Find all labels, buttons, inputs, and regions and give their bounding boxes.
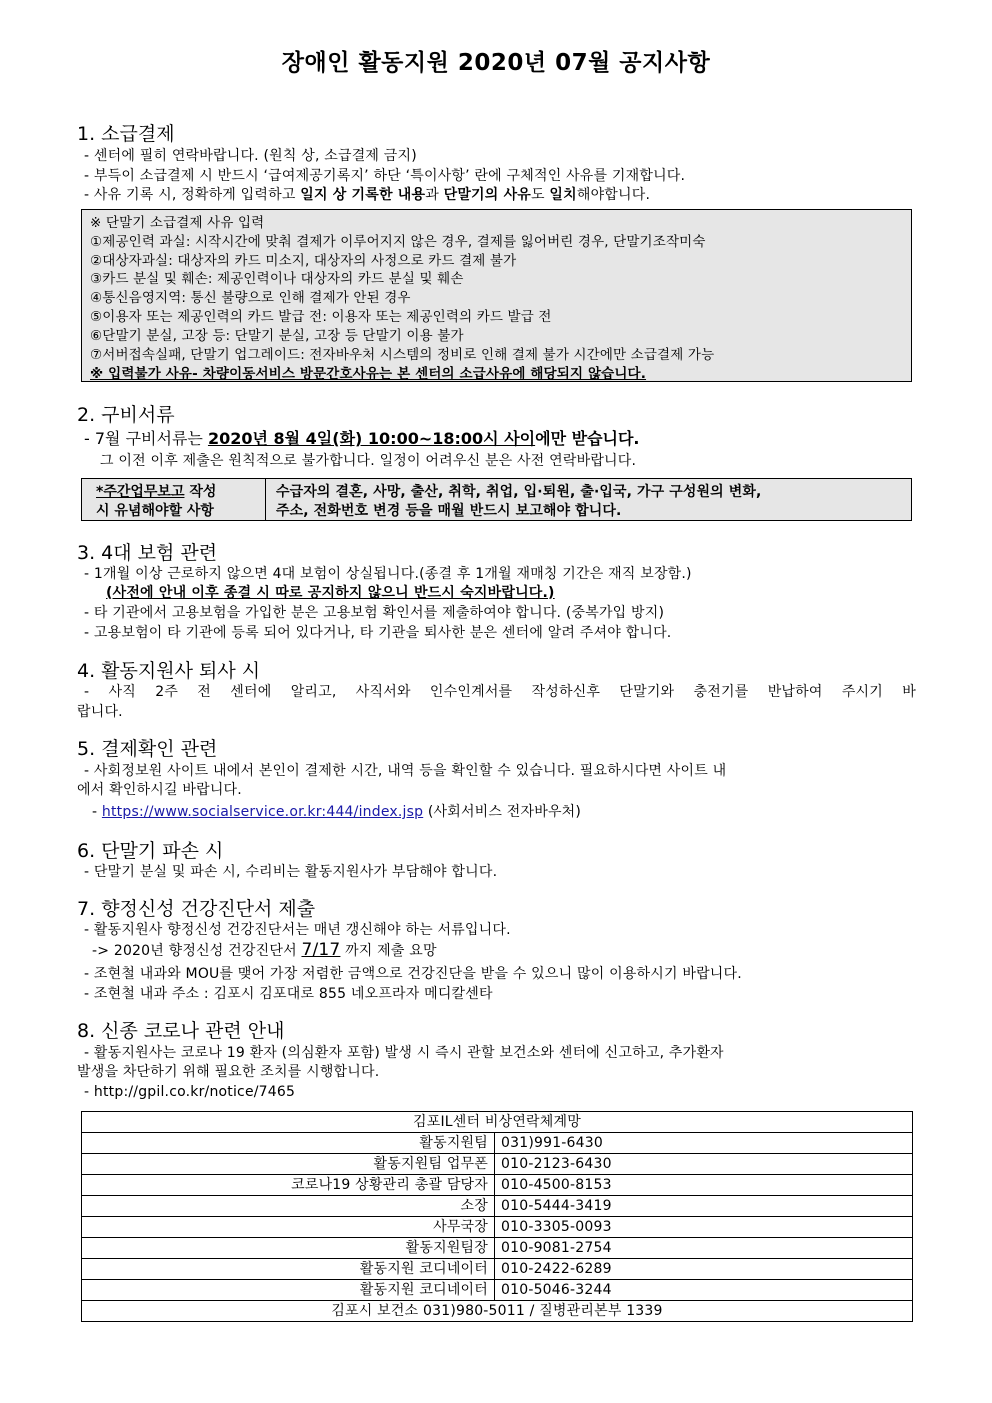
table-footer-row [82, 1301, 913, 1322]
contact-role: 활동지원팀 [82, 1133, 495, 1154]
deadline-text: 2020년 8월 4일(화) 10:00~18:00시 사이 [207, 429, 536, 448]
page-title: 장애인 활동지원 2020년 07월 공지사항 [281, 50, 711, 76]
label-line-1 [96, 481, 216, 501]
content-line-2: 주소, 전화번호 변경 등을 매월 반드시 보고해야 합니다. [276, 503, 622, 519]
contact-phone: 010-2123-6430 [495, 1154, 913, 1175]
contact-phone: 010-9081-2754 [495, 1238, 913, 1259]
section-7-heading: 7. 향정신성 건강진단서 제출 [77, 898, 316, 920]
section-3-line-1: - 1개월 이상 근로하지 않으면 4대 보험이 상실됩니다.(종결 후 1개월 재매칭 기간은 재직 보장함.) [84, 566, 692, 582]
table-row [82, 1217, 913, 1238]
text-run: 까지 제출 요망 [340, 943, 437, 959]
section-7-line-3: - 조현철 내과와 MOU를 맺어 가장 저렴한 금액으로 건강진단을 받을 수 있으니 많이 이용하시기 바랍니다. [84, 966, 742, 982]
section-2-line-1 [84, 426, 640, 449]
bold-run: 단말기의 사유 [443, 187, 532, 203]
section-8-line-2: 발생을 차단하기 위해 필요한 조치를 시행합니다. [77, 1064, 380, 1080]
contact-phone: 010-2422-6289 [495, 1259, 913, 1280]
label-line-2: 시 유념해야할 사항 [96, 503, 214, 519]
text-run: (사회서비스 전자바우처) [423, 804, 582, 820]
table-row [82, 1133, 913, 1154]
text-run: - 7월 구비서류는 [84, 429, 208, 448]
section-8-line-1: - 활동지원사는 코로나 19 환자 (의심환자 포함) 발생 시 즉시 관할 보건소와 센터에 신고하고, 추가환자 [84, 1045, 724, 1061]
box-header: ※ 단말기 소급결제 사유 입력 [90, 215, 265, 231]
text-run: - 사유 기록 시, 정확하게 입력하고 [84, 187, 301, 203]
section-7-line-1: - 활동지원사 향정신성 건강진단서는 매년 갱신해야 하는 서류입니다. [84, 922, 511, 938]
contact-role: 사무국장 [82, 1217, 495, 1238]
bold-run: 일치 [549, 187, 577, 203]
contact-role: 소장 [82, 1196, 495, 1217]
section-7-line-4: - 조현철 내과 주소 : 김포시 김포대로 855 네오프라자 메디칼센타 [84, 986, 493, 1002]
section-5-line-2: 에서 확인하시길 바랍니다. [77, 782, 242, 798]
text-run: 도 [531, 187, 550, 203]
section-8-line-3: - http://gpil.co.kr/notice/7465 [84, 1084, 296, 1100]
reason-item: ④통신음영지역: 통신 불량으로 인해 결제가 안된 경우 [90, 290, 411, 306]
content-line-1: 수급자의 결혼, 사망, 출산, 취학, 취업, 입·퇴원, 출·입국, 가구 구성원의 변화, [276, 484, 762, 500]
contact-phone: 010-4500-8153 [495, 1175, 913, 1196]
table-row [82, 1259, 913, 1280]
table-header-row [82, 1112, 913, 1133]
contact-role: 활동지원 코디네이터 [82, 1280, 495, 1301]
table-header: 김포IL센터 비상연락체계망 [82, 1112, 913, 1133]
section-5-line-1: - 사회정보원 사이트 내에서 본인이 결제한 시간, 내역 등을 확인할 수 있습니다. 필요하시다면 사이트 내 [84, 763, 727, 779]
reason-item: ①제공인력 과실: 시작시간에 맞춰 결제가 이루어지지 않은 경우, 결제를 잃어버린 경우, 단말기조작미숙 [90, 234, 706, 250]
box-note: ※ 입력불가 사유- 차량이동서비스 방문간호사유는 본 센터의 소급사유에 해당되지 않습니다. [90, 366, 647, 382]
contact-phone: 010-5046-3244 [495, 1280, 913, 1301]
text-run: - [92, 804, 102, 820]
contact-phone: 010-5444-3419 [495, 1196, 913, 1217]
section-7-line-2 [92, 940, 437, 960]
table-row [82, 1280, 913, 1301]
section-2-heading: 2. 구비서류 [77, 404, 175, 426]
table-row [82, 1175, 913, 1196]
contact-role: 코로나19 상황관리 총괄 담당자 [82, 1175, 495, 1196]
reason-item: ②대상자과실: 대상자의 카드 미소지, 대상자의 사정으로 카드 결제 불가 [90, 253, 517, 269]
due-date: 7/17 [301, 940, 341, 960]
section-1-line-2: - 부득이 소급결제 시 반드시 ‘급여제공기록지’ 하단 ‘특이사항’ 란에 구체적인 사유를 기재합니다. [84, 168, 686, 184]
report-notice-table [81, 478, 912, 521]
voucher-site-link[interactable]: https://www.socialservice.or.kr:444/index.jsp [101, 804, 424, 820]
table-row [82, 1238, 913, 1259]
section-5-heading: 5. 결제확인 관련 [77, 738, 218, 760]
contact-phone: 010-3305-0093 [495, 1217, 913, 1238]
text-run: 과 [425, 187, 444, 203]
section-1-heading: 1. 소급결제 [77, 123, 175, 145]
report-table-label-cell [82, 479, 266, 520]
table-footer: 김포시 보건소 031)980-5011 / 질병관리본부 1339 [82, 1301, 913, 1322]
table-row [82, 1196, 913, 1217]
section-8-heading: 8. 신종 코로나 관련 안내 [77, 1020, 285, 1042]
bold-run: 에만 받습니다. [535, 429, 640, 448]
contact-phone: 031)991-6430 [495, 1133, 913, 1154]
section-3-heading: 3. 4대 보험 관련 [77, 542, 218, 564]
section-5-line-3 [92, 801, 581, 821]
text-run: 작성 [184, 484, 217, 500]
section-3-line-3: - 타 기관에서 고용보험을 가입한 분은 고용보험 확인서를 제출하여야 합니다. (중복가입 방지) [84, 605, 665, 621]
emergency-contact-table [81, 1111, 913, 1322]
reason-item: ⑦서버접속실패, 단말기 업그레이드: 전자바우처 시스템의 정비로 인해 결제 불가 시간에만 소급결제 가능 [90, 347, 715, 363]
section-4-line-1: - 사직 2주 전 센터에 알리고, 사직서와 인수인계서를 작성하신후 단말기와 충전기를 반납하여 주시기 바 [84, 684, 916, 700]
section-2-line-2: 그 이전 이후 제출은 원칙적으로 불가합니다. 일정이 어려우신 분은 사전 연락바랍니다. [100, 453, 637, 469]
contact-role: 활동지원 코디네이터 [82, 1259, 495, 1280]
backpay-reason-box [81, 209, 912, 382]
table-row [82, 1154, 913, 1175]
reason-item: ③카드 분실 및 훼손: 제공인력이나 대상자의 카드 분실 및 훼손 [90, 271, 464, 287]
section-1-line-1: - 센터에 필히 연락바랍니다. (원칙 상, 소급결제 금지) [84, 148, 417, 164]
reason-item: ⑥단말기 분실, 고장 등: 단말기 분실, 고장 등 단말기 이용 불가 [90, 328, 464, 344]
section-6-line-1: - 단말기 분실 및 파손 시, 수리비는 활동지원사가 부담해야 합니다. [84, 864, 498, 880]
section-1-line-3 [84, 184, 650, 204]
contact-role: 활동지원팀 업무폰 [82, 1154, 495, 1175]
contact-role: 활동지원팀장 [82, 1238, 495, 1259]
section-4-heading: 4. 활동지원사 퇴사 시 [77, 660, 261, 682]
section-4-line-2: 랍니다. [77, 704, 123, 720]
section-3-line-2: (사전에 안내 이후 종결 시 따로 공지하지 않으니 반드시 숙지바랍니다.) [106, 585, 555, 601]
bold-run: 일지 상 기록한 내용 [300, 187, 426, 203]
text-run: 해야합니다. [576, 187, 651, 203]
section-6-heading: 6. 단말기 파손 시 [77, 840, 224, 862]
section-3-line-4: - 고용보험이 타 기관에 등록 되어 있다거나, 타 기관을 퇴사한 분은 센터에 알려 주셔야 합니다. [84, 625, 672, 641]
reason-item: ⑤이용자 또는 제공인력의 카드 발급 전: 이용자 또는 제공인력의 카드 발급 전 [90, 309, 552, 325]
underlined-run: *주간업무보고 [96, 484, 185, 500]
text-run: -> 2020년 향정신성 건강진단서 [92, 943, 302, 959]
